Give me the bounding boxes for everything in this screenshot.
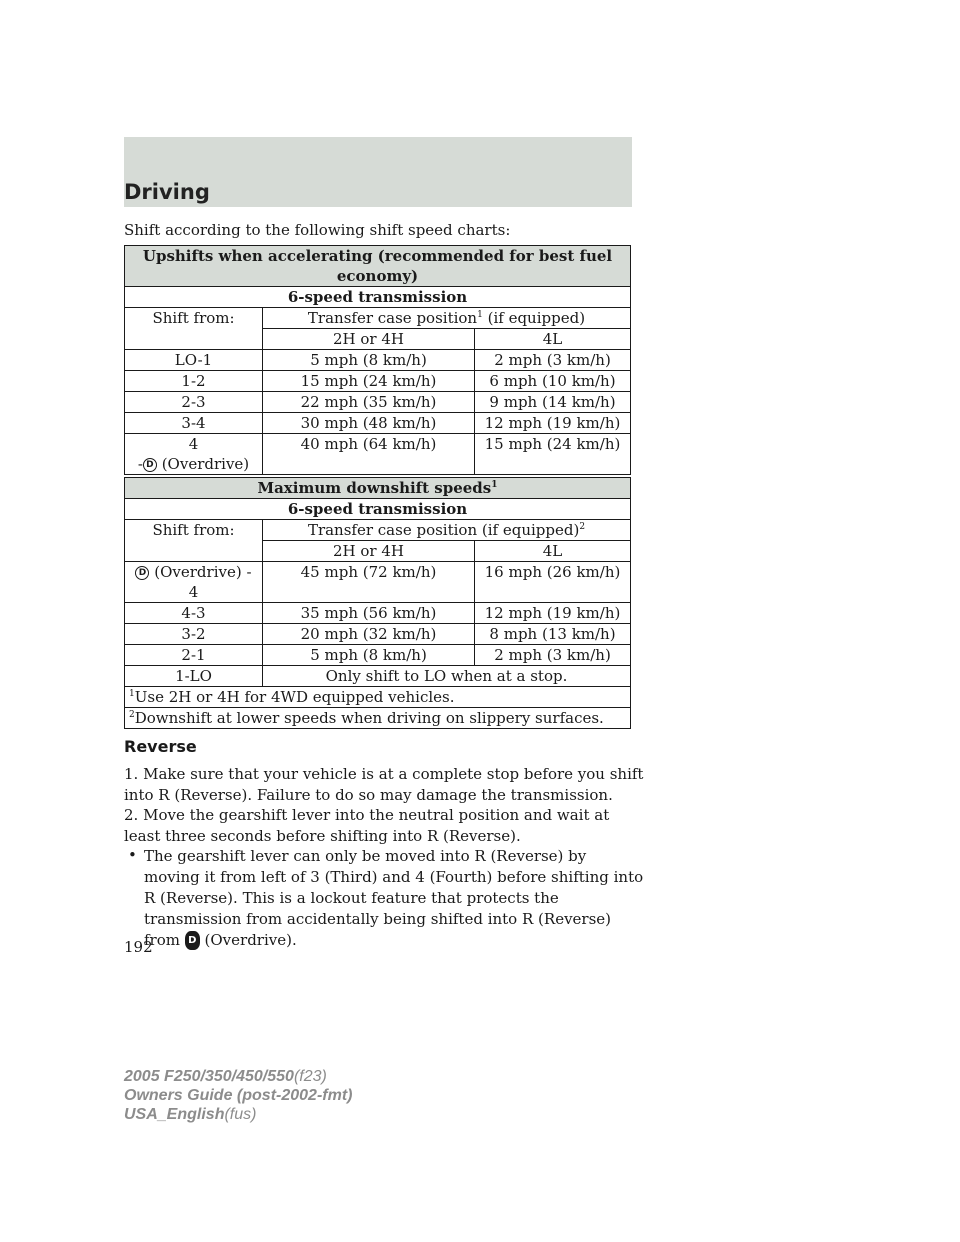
speed-2h-cell: 20 mph (32 km/h) xyxy=(263,624,475,645)
document-footer: 2005 F250/350/450/550(f23) Owners Guide (post-2002-fmt) USA_English(fus) xyxy=(124,1068,353,1123)
speed-4l-cell: 12 mph (19 km/h) xyxy=(475,413,631,434)
speed-4l-cell: 6 mph (10 km/h) xyxy=(475,371,631,392)
overdrive-d-icon: D xyxy=(143,458,157,472)
reverse-heading: Reverse xyxy=(124,737,197,756)
speed-2h-cell: 15 mph (24 km/h) xyxy=(263,371,475,392)
shift-from-cell: LO-1 xyxy=(125,350,263,371)
col-4l-header: 4L xyxy=(475,329,631,350)
downshift-table-subtitle: 6-speed transmission xyxy=(125,499,631,520)
upshift-table-subtitle: 6-speed transmission xyxy=(125,287,631,308)
transfer-case-header: Transfer case position$^1$ (if equipped) xyxy=(263,308,631,329)
transfer-case-header: Transfer case position (if equipped)$^2$ xyxy=(263,520,631,541)
overdrive-d-icon: D xyxy=(185,931,200,950)
speed-2h-cell: 30 mph (48 km/h) xyxy=(263,413,475,434)
col-2h-4h-header: 2H or 4H xyxy=(263,541,475,562)
downshift-table xyxy=(124,477,631,729)
shift-from-cell: 2-1 xyxy=(125,645,263,666)
speed-4l-cell: 9 mph (14 km/h) xyxy=(475,392,631,413)
shift-from-cell: 3-2 xyxy=(125,624,263,645)
speed-4l-cell: 15 mph (24 km/h) xyxy=(475,434,631,475)
speed-2h-cell: 45 mph (72 km/h) xyxy=(263,562,475,603)
section-title: Driving xyxy=(124,180,210,204)
table-row xyxy=(125,603,631,624)
bullet-marker: • xyxy=(128,846,137,864)
table-row xyxy=(125,434,631,475)
reverse-step-2: 2. Move the gearshift lever into the neutral position and wait at least three seconds before shifting into R (Reverse). xyxy=(124,806,610,845)
shift-from-cell: 4 - D (Overdrive) xyxy=(125,434,263,475)
table-row xyxy=(125,350,631,371)
table-row xyxy=(125,562,631,603)
speed-2h-cell: 5 mph (8 km/h) xyxy=(263,350,475,371)
footnote-2: $^2$Downshift at lower speeds when driving on slippery surfaces. xyxy=(125,708,631,729)
lo-shift-note: Only shift to LO when at a stop. xyxy=(263,666,631,687)
speed-2h-cell: 35 mph (56 km/h) xyxy=(263,603,475,624)
col-4l-header: 4L xyxy=(475,541,631,562)
speed-4l-cell: 12 mph (19 km/h) xyxy=(475,603,631,624)
speed-2h-cell: 40 mph (64 km/h) xyxy=(263,434,475,475)
table-row xyxy=(125,371,631,392)
table-row xyxy=(125,392,631,413)
table-row xyxy=(125,645,631,666)
shift-from-header: Shift from: xyxy=(125,520,263,562)
shift-from-cell: 3-4 xyxy=(125,413,263,434)
shift-from-cell: 1-2 xyxy=(125,371,263,392)
table-row xyxy=(125,666,631,687)
table-row xyxy=(125,624,631,645)
overdrive-d-icon: D xyxy=(135,566,149,580)
upshift-table xyxy=(124,245,631,475)
table-row xyxy=(125,413,631,434)
speed-4l-cell: 16 mph (26 km/h) xyxy=(475,562,631,603)
speed-2h-cell: 22 mph (35 km/h) xyxy=(263,392,475,413)
speed-4l-cell: 2 mph (3 km/h) xyxy=(475,645,631,666)
speed-4l-cell: 8 mph (13 km/h) xyxy=(475,624,631,645)
reverse-bullet-text: The gearshift lever can only be moved into R (Reverse) by moving it from left of 3 (Third) and 4 (Fourth) before shifting into R (Reverse). This is a lockout feature that protects the transmission from accidentally being shifted into R (Reverse) from D (Overdrive). xyxy=(144,847,644,949)
reverse-step-1: 1. Make sure that your vehicle is at a complete stop before you shift into R (Reverse). Failure to do so may damage the transmission. xyxy=(124,765,644,804)
speed-4l-cell: 2 mph (3 km/h) xyxy=(475,350,631,371)
speed-2h-cell: 5 mph (8 km/h) xyxy=(263,645,475,666)
page-number: 192 xyxy=(124,938,153,956)
footnote-row xyxy=(125,687,631,708)
shift-from-cell: 4-3 xyxy=(125,603,263,624)
downshift-table-title: Maximum downshift speeds$^1$ xyxy=(125,478,631,499)
shift-from-cell: D (Overdrive) - 4 xyxy=(125,562,263,603)
shift-from-cell: 1-LO xyxy=(125,666,263,687)
shift-from-header: Shift from: xyxy=(125,308,263,350)
footnote-1: $^1$Use 2H or 4H for 4WD equipped vehicles. xyxy=(125,687,631,708)
upshift-table-title: Upshifts when accelerating (recommended for best fuel economy) xyxy=(125,246,631,287)
shift-from-cell: 2-3 xyxy=(125,392,263,413)
intro-text: Shift according to the following shift speed charts: xyxy=(124,221,511,239)
col-2h-4h-header: 2H or 4H xyxy=(263,329,475,350)
footnote-row xyxy=(125,708,631,729)
